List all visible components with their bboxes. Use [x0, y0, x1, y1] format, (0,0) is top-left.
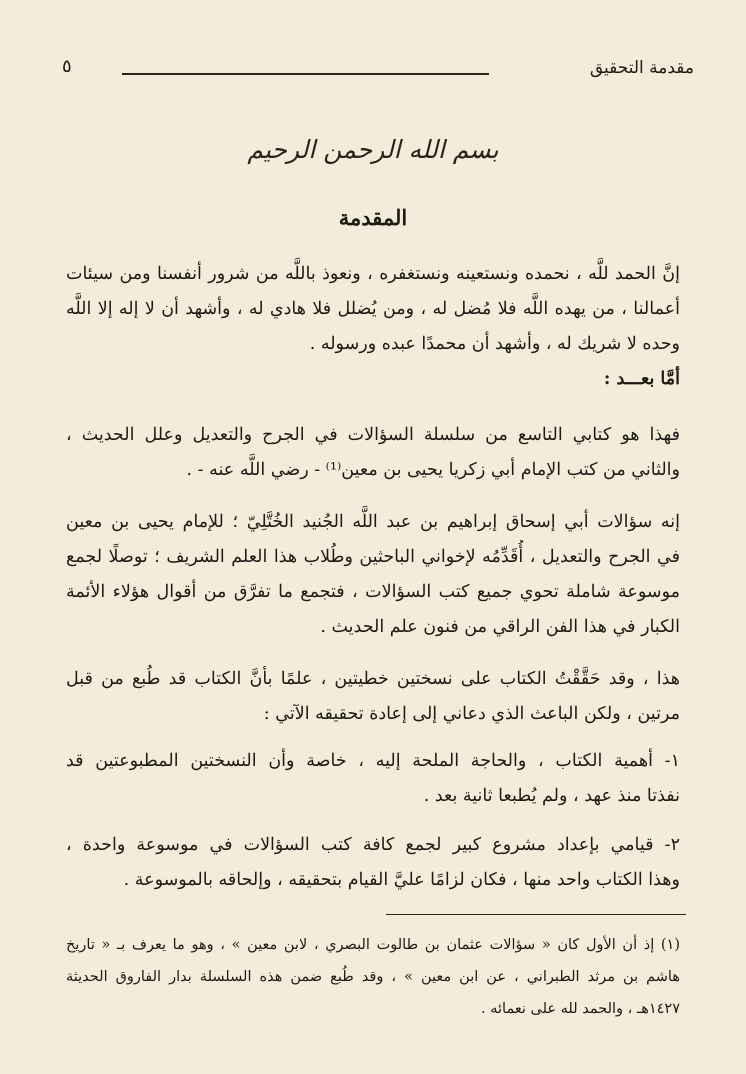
body-line: موسوعة شاملة تحوي جميع كتب السؤالات ، فتجمع ما تفرَّق من أقوال هؤلاء الأئمة: [66, 582, 680, 602]
body-line: مرتين ، ولكن الباعث الذي دعاني إلى إعادة تحقيقه الآتي :: [263, 704, 680, 724]
footnote-line: هاشم بن مرثد الطبراني ، عن ابن معين » ، وقد طُبع ضمن هذه السلسلة بدار الفاروق الحديثة: [66, 969, 680, 985]
section-heading: المقدمة: [338, 205, 408, 230]
body-line: نفذتا منذ عهد ، ولم يُطبعا ثانية بعد .: [423, 786, 680, 806]
body-line: والثاني من كتب الإمام أبي زكريا يحيى بن معين⁽¹⁾ - رضي اللَّه عنه - .: [186, 460, 680, 480]
body-line: الكبار في هذا الفن الراقي من فنون علم الحديث .: [320, 617, 680, 637]
body-line: في الجرح والتعديل ، أُقَدِّمُه لإخواني الباحثين وطُلاب هذا العلم الشريف ؛ توصلًا لجمع: [66, 547, 680, 567]
footnote-line: (١) إذ أن الأول كان « سؤالات عثمان بن طالوت البصري ، لابن معين » ، وهو ما يعرف بـ « تاريخ: [66, 937, 680, 953]
body-line: وهذا الكتاب واحد منها ، فكان لزامًا عليَّ القيام بتحقيقه ، وإلحاقه بالموسوعة .: [123, 870, 680, 890]
body-line: وحده لا شريك له ، وأشهد أن محمدًا عبده ورسوله .: [309, 334, 680, 354]
running-header: [62, 58, 694, 88]
page-number: ٥: [62, 56, 72, 77]
body-line: هذا ، وقد حَقَّقْتُ الكتاب على نسختين خطيتين ، علمًا بأنَّ الكتاب قد طُبع من قبل: [66, 669, 680, 689]
body-line: ٢- قيامي بإعداد مشروع كبير لجمع كافة كتب السؤالات في موسوعة واحدة ،: [66, 835, 680, 855]
body-line: أعمالنا ، من يهده اللَّه فلا مُضل له ، ومن يُضلل فلا هادي له ، وأشهد أن لا إله إلا اللَّه: [66, 299, 680, 319]
basmala: بسم الله الرحمن الرحيم: [247, 135, 499, 164]
body-line: فهذا هو كتابي التاسع من سلسلة السؤالات في الجرح والتعديل وعلل الحديث ،: [66, 425, 680, 445]
footnote-line: ١٤٢٧هـ ، والحمد لله على نعمائه .: [481, 1001, 680, 1017]
body-line: إنه سؤالات أبي إسحاق إبراهيم بن عبد اللَّه الجُنيد الخُتَّلِيّ ؛ للإمام يحيى بن معين: [66, 512, 680, 532]
body-line: ١- أهمية الكتاب ، والحاجة الملحة إليه ، خاصة وأن النسختين المطبوعتين قد: [66, 751, 680, 771]
body-line: إنَّ الحمد للَّه ، نحمده ونستعينه ونستغفره ، ونعوذ باللَّه من شرور أنفسنا ومن سيئات: [66, 264, 680, 284]
running-title: مقدمة التحقيق: [589, 58, 694, 78]
header-rule: [122, 73, 489, 75]
footnote-rule: [386, 914, 686, 915]
body-line: أمَّا بعـــد :: [603, 369, 680, 389]
